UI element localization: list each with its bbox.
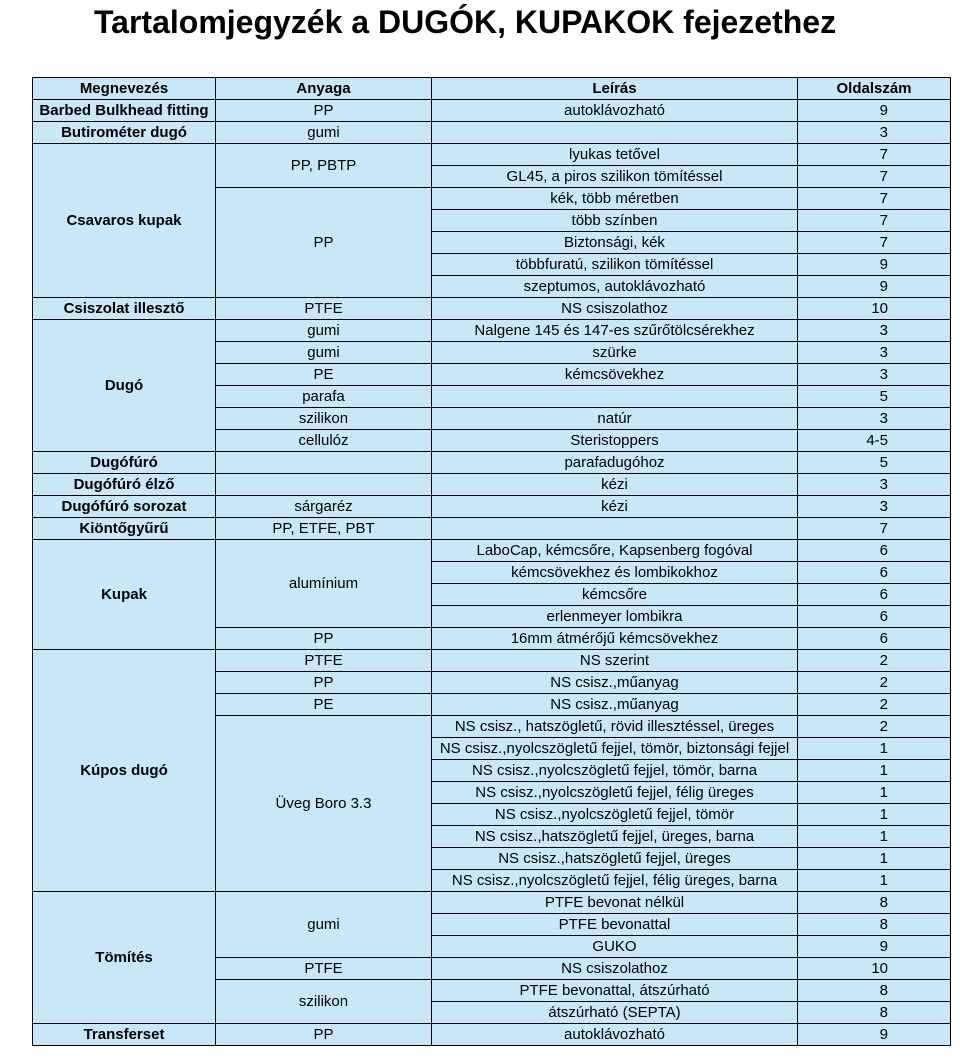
material-cell: PTFE bbox=[216, 650, 432, 672]
page-number-cell: 1 bbox=[798, 848, 951, 870]
page-number-cell: 6 bbox=[798, 584, 951, 606]
description-cell: átszúrható (SEPTA) bbox=[432, 1002, 798, 1024]
page-number-cell: 4-5 bbox=[798, 430, 951, 452]
description-cell: több színben bbox=[432, 210, 798, 232]
toc-table bbox=[32, 77, 951, 1046]
page-number-cell: 1 bbox=[798, 782, 951, 804]
description-cell: Steristoppers bbox=[432, 430, 798, 452]
description-cell: szeptumos, autoklávozható bbox=[432, 276, 798, 298]
product-name-cell: Dugófúró élző bbox=[33, 474, 216, 496]
page-number-cell: 1 bbox=[798, 804, 951, 826]
page-number-cell: 8 bbox=[798, 892, 951, 914]
material-cell: Üveg Boro 3.3 bbox=[216, 716, 432, 892]
description-cell: lyukas tetővel bbox=[432, 144, 798, 166]
material-cell: cellulóz bbox=[216, 430, 432, 452]
material-cell: gumi bbox=[216, 122, 432, 144]
product-name-cell: Butirométer dugó bbox=[33, 122, 216, 144]
page-number-cell: 2 bbox=[798, 672, 951, 694]
description-cell: kézi bbox=[432, 474, 798, 496]
description-cell: LaboCap, kémcsőre, Kapsenberg fogóval bbox=[432, 540, 798, 562]
page-number-cell: 3 bbox=[798, 122, 951, 144]
page-number-cell: 3 bbox=[798, 364, 951, 386]
page-number-cell: 3 bbox=[798, 342, 951, 364]
material-cell: gumi bbox=[216, 320, 432, 342]
page-number-cell: 9 bbox=[798, 936, 951, 958]
description-cell: NS csisz.,műanyag bbox=[432, 694, 798, 716]
description-cell: PTFE bevonattal, átszúrható bbox=[432, 980, 798, 1002]
table-row bbox=[33, 452, 951, 474]
table-row bbox=[33, 122, 951, 144]
description-cell: kémcsőre bbox=[432, 584, 798, 606]
product-name-cell: Kúpos dugó bbox=[33, 650, 216, 892]
material-cell: PE bbox=[216, 364, 432, 386]
material-cell: gumi bbox=[216, 892, 432, 958]
page-number-cell: 1 bbox=[798, 738, 951, 760]
page-number-cell: 3 bbox=[798, 474, 951, 496]
description-cell: NS csisz.,nyolcszögletű fejjel, tömör, barna bbox=[432, 760, 798, 782]
description-cell: GUKO bbox=[432, 936, 798, 958]
material-cell: PP bbox=[216, 100, 432, 122]
description-cell: GL45, a piros szilikon tömítéssel bbox=[432, 166, 798, 188]
column-header-material: Anyaga bbox=[216, 78, 432, 100]
page-number-cell: 7 bbox=[798, 144, 951, 166]
page-number-cell: 7 bbox=[798, 232, 951, 254]
description-cell: NS csisz., hatszögletű, rövid illesztéssel, üreges bbox=[432, 716, 798, 738]
material-cell: szilikon bbox=[216, 980, 432, 1024]
description-cell: Nalgene 145 és 147-es szűrőtölcsérekhez bbox=[432, 320, 798, 342]
material-cell: sárgaréz bbox=[216, 496, 432, 518]
table-row bbox=[33, 100, 951, 122]
page-number-cell: 9 bbox=[798, 254, 951, 276]
product-name-cell: Tömítés bbox=[33, 892, 216, 1024]
material-cell bbox=[216, 474, 432, 496]
material-cell bbox=[216, 452, 432, 474]
material-cell: alumínium bbox=[216, 540, 432, 628]
page-number-cell: 2 bbox=[798, 716, 951, 738]
table-row bbox=[33, 518, 951, 540]
material-cell: PTFE bbox=[216, 298, 432, 320]
product-name-cell: Dugófúró sorozat bbox=[33, 496, 216, 518]
description-cell: 16mm átmérőjű kémcsövekhez bbox=[432, 628, 798, 650]
description-cell bbox=[432, 386, 798, 408]
description-cell: autoklávozható bbox=[432, 100, 798, 122]
description-cell: NS csisz.,nyolcszögletű fejjel, félig üreges bbox=[432, 782, 798, 804]
description-cell: kémcsövekhez és lombikokhoz bbox=[432, 562, 798, 584]
product-name-cell: Barbed Bulkhead fitting bbox=[33, 100, 216, 122]
product-name-cell: Dugófúró bbox=[33, 452, 216, 474]
description-cell: NS csisz.,hatszögletű fejjel, üreges bbox=[432, 848, 798, 870]
material-cell: PP bbox=[216, 188, 432, 298]
table-row bbox=[33, 320, 951, 342]
page-number-cell: 7 bbox=[798, 518, 951, 540]
table-row bbox=[33, 474, 951, 496]
page-title: Tartalomjegyzék a DUGÓK, KUPAKOK fejezethez bbox=[94, 4, 837, 40]
table-row bbox=[33, 540, 951, 562]
page-number-cell: 8 bbox=[798, 980, 951, 1002]
description-cell: PTFE bevonattal bbox=[432, 914, 798, 936]
description-cell: szürke bbox=[432, 342, 798, 364]
product-name-cell: Csiszolat illesztő bbox=[33, 298, 216, 320]
header-row bbox=[33, 78, 951, 100]
page-number-cell: 3 bbox=[798, 496, 951, 518]
page-number-cell: 5 bbox=[798, 452, 951, 474]
description-cell: erlenmeyer lombikra bbox=[432, 606, 798, 628]
page-number-cell: 9 bbox=[798, 1024, 951, 1046]
page-number-cell: 1 bbox=[798, 870, 951, 892]
page-number-cell: 10 bbox=[798, 958, 951, 980]
description-cell: kézi bbox=[432, 496, 798, 518]
table-row bbox=[33, 1024, 951, 1046]
description-cell: NS csisz.,hatszögletű fejjel, üreges, barna bbox=[432, 826, 798, 848]
page-number-cell: 9 bbox=[798, 276, 951, 298]
page-number-cell: 7 bbox=[798, 210, 951, 232]
description-cell: kék, több méretben bbox=[432, 188, 798, 210]
table-row bbox=[33, 650, 951, 672]
material-cell: PP, PBTP bbox=[216, 144, 432, 188]
material-cell: PTFE bbox=[216, 958, 432, 980]
description-cell: PTFE bevonat nélkül bbox=[432, 892, 798, 914]
table-row bbox=[33, 144, 951, 166]
table-header bbox=[33, 78, 951, 100]
description-cell: NS csiszolathoz bbox=[432, 298, 798, 320]
description-cell: Biztonsági, kék bbox=[432, 232, 798, 254]
material-cell: PP bbox=[216, 628, 432, 650]
material-cell: PE bbox=[216, 694, 432, 716]
table-body bbox=[33, 100, 951, 1046]
page-number-cell: 7 bbox=[798, 166, 951, 188]
description-cell: NS csisz.,nyolcszögletű fejjel, tömör bbox=[432, 804, 798, 826]
page-number-cell: 2 bbox=[798, 694, 951, 716]
page-number-cell: 10 bbox=[798, 298, 951, 320]
material-cell: parafa bbox=[216, 386, 432, 408]
column-header-description: Leírás bbox=[432, 78, 798, 100]
page-number-cell: 5 bbox=[798, 386, 951, 408]
product-name-cell: Dugó bbox=[33, 320, 216, 452]
description-cell: kémcsövekhez bbox=[432, 364, 798, 386]
product-name-cell: Csavaros kupak bbox=[33, 144, 216, 298]
page-number-cell: 3 bbox=[798, 408, 951, 430]
description-cell: NS szerint bbox=[432, 650, 798, 672]
table-row bbox=[33, 298, 951, 320]
product-name-cell: Kupak bbox=[33, 540, 216, 650]
material-cell: szilikon bbox=[216, 408, 432, 430]
description-cell bbox=[432, 518, 798, 540]
column-header-name: Megnevezés bbox=[33, 78, 216, 100]
description-cell: NS csisz.,nyolcszögletű fejjel, félig üreges, barna bbox=[432, 870, 798, 892]
description-cell: parafadugóhoz bbox=[432, 452, 798, 474]
page-number-cell: 8 bbox=[798, 914, 951, 936]
description-cell: NS csisz.,műanyag bbox=[432, 672, 798, 694]
table-row bbox=[33, 496, 951, 518]
material-cell: gumi bbox=[216, 342, 432, 364]
page-number-cell: 9 bbox=[798, 100, 951, 122]
page-number-cell: 1 bbox=[798, 826, 951, 848]
description-cell: többfuratú, szilikon tömítéssel bbox=[432, 254, 798, 276]
page-number-cell: 8 bbox=[798, 1002, 951, 1024]
page-number-cell: 6 bbox=[798, 628, 951, 650]
page-number-cell: 6 bbox=[798, 540, 951, 562]
description-cell: NS csisz.,nyolcszögletű fejjel, tömör, biztonsági fejjel bbox=[432, 738, 798, 760]
material-cell: PP bbox=[216, 1024, 432, 1046]
product-name-cell: Transferset bbox=[33, 1024, 216, 1046]
page-number-cell: 7 bbox=[798, 188, 951, 210]
description-cell: autoklávozható bbox=[432, 1024, 798, 1046]
material-cell: PP bbox=[216, 672, 432, 694]
column-header-page: Oldalszám bbox=[798, 78, 951, 100]
description-cell: natúr bbox=[432, 408, 798, 430]
page-number-cell: 1 bbox=[798, 760, 951, 782]
description-cell bbox=[432, 122, 798, 144]
table-row bbox=[33, 892, 951, 914]
page-number-cell: 6 bbox=[798, 562, 951, 584]
page-number-cell: 6 bbox=[798, 606, 951, 628]
material-cell: PP, ETFE, PBT bbox=[216, 518, 432, 540]
page-number-cell: 3 bbox=[798, 320, 951, 342]
product-name-cell: Kiöntőgyűrű bbox=[33, 518, 216, 540]
page-number-cell: 2 bbox=[798, 650, 951, 672]
description-cell: NS csiszolathoz bbox=[432, 958, 798, 980]
